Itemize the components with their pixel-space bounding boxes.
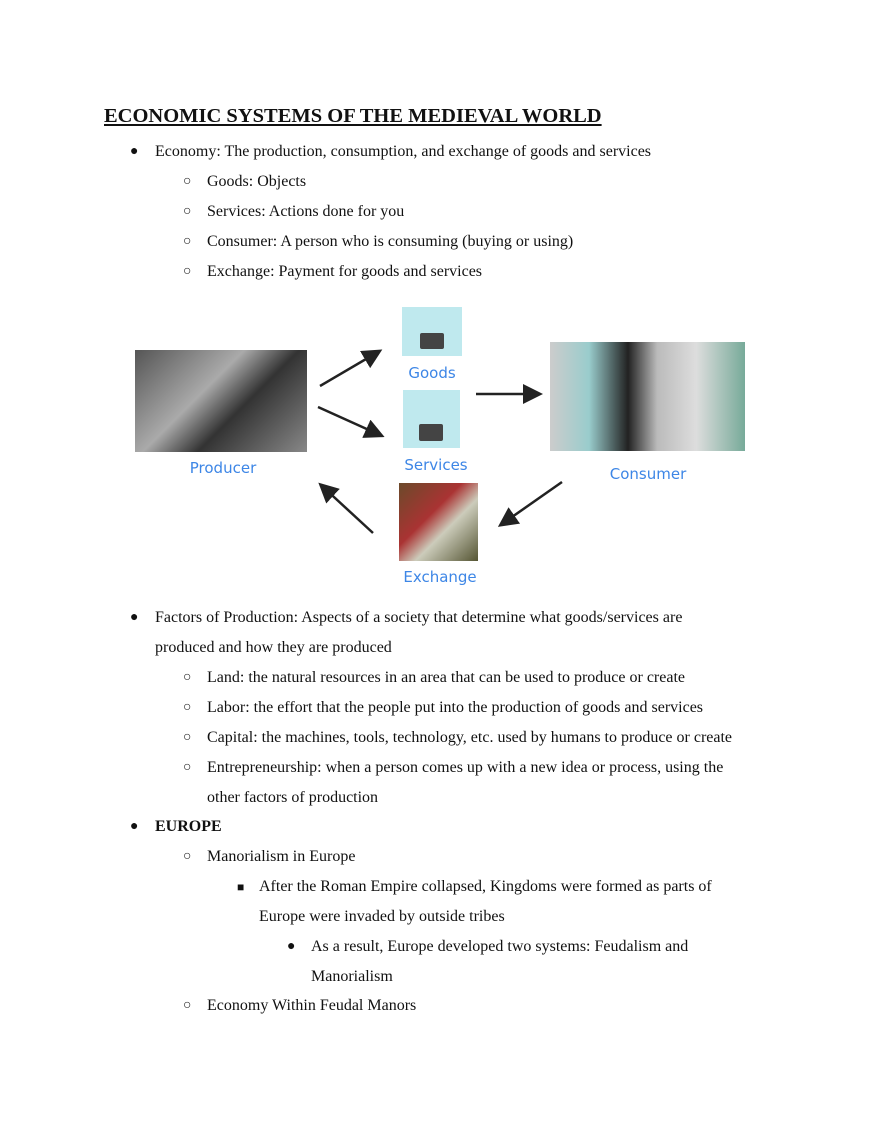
list-item-cont: Europe were invaded by outside tribes <box>259 908 505 925</box>
circle-bullet-icon: ○ <box>183 730 192 745</box>
economy-definition: Economy: The production, consumption, and exchange of goods and services <box>155 143 652 160</box>
circle-bullet-icon: ○ <box>183 700 192 715</box>
circle-bullet-icon: ○ <box>183 174 192 189</box>
arrow-icon <box>320 352 378 386</box>
square-bullet-icon: ■ <box>237 880 245 894</box>
factors-definition: Factors of Production: Aspects of a society that determine what goods/services are <box>155 609 683 626</box>
europe-heading: EUROPE <box>155 818 222 835</box>
bullet-icon: ● <box>130 610 139 625</box>
list-item: Goods: Objects <box>207 173 307 190</box>
list-item: As a result, Europe developed two systems: Feudalism and <box>311 938 689 955</box>
page-title: ECONOMIC SYSTEMS OF THE MEDIEVAL WORLD <box>104 105 602 127</box>
list-item: After the Roman Empire collapsed, Kingdoms were formed as parts of <box>259 878 712 895</box>
exchange-label: Exchange <box>403 568 477 586</box>
circle-bullet-icon: ○ <box>183 234 192 249</box>
consumer-label: Consumer <box>609 465 687 483</box>
bullet-icon: ● <box>287 939 296 954</box>
arrow-icon <box>502 482 562 524</box>
list-item: Capital: the machines, tools, technology, etc. used by humans to produce or create <box>207 729 733 746</box>
arrow-icon <box>318 407 380 435</box>
list-item: Services: Actions done for you <box>207 203 405 220</box>
goods-label: Goods <box>408 364 456 382</box>
bullet-icon: ● <box>130 144 139 159</box>
list-item: Consumer: A person who is consuming (buying or using) <box>207 233 574 250</box>
circle-bullet-icon: ○ <box>183 760 192 775</box>
list-item: Exchange: Payment for goods and services <box>207 263 483 280</box>
services-label: Services <box>404 456 468 474</box>
list-item: Economy Within Feudal Manors <box>207 997 417 1014</box>
list-item-cont: Manorialism <box>311 968 393 985</box>
arrow-icon <box>322 486 373 533</box>
circle-bullet-icon: ○ <box>183 204 192 219</box>
circle-bullet-icon: ○ <box>183 849 192 864</box>
list-item-cont: other factors of production <box>207 789 379 806</box>
circle-bullet-icon: ○ <box>183 998 192 1013</box>
list-item: Manorialism in Europe <box>207 848 356 865</box>
list-item: Land: the natural resources in an area that can be used to produce or create <box>207 669 685 686</box>
list-item: Labor: the effort that the people put into the production of goods and services <box>207 699 704 716</box>
factors-definition-cont: produced and how they are produced <box>155 639 392 656</box>
bullet-icon: ● <box>130 819 139 834</box>
circle-bullet-icon: ○ <box>183 670 192 685</box>
circle-bullet-icon: ○ <box>183 264 192 279</box>
producer-label: Producer <box>189 459 257 477</box>
list-item: Entrepreneurship: when a person comes up with a new idea or process, using the <box>207 759 724 776</box>
